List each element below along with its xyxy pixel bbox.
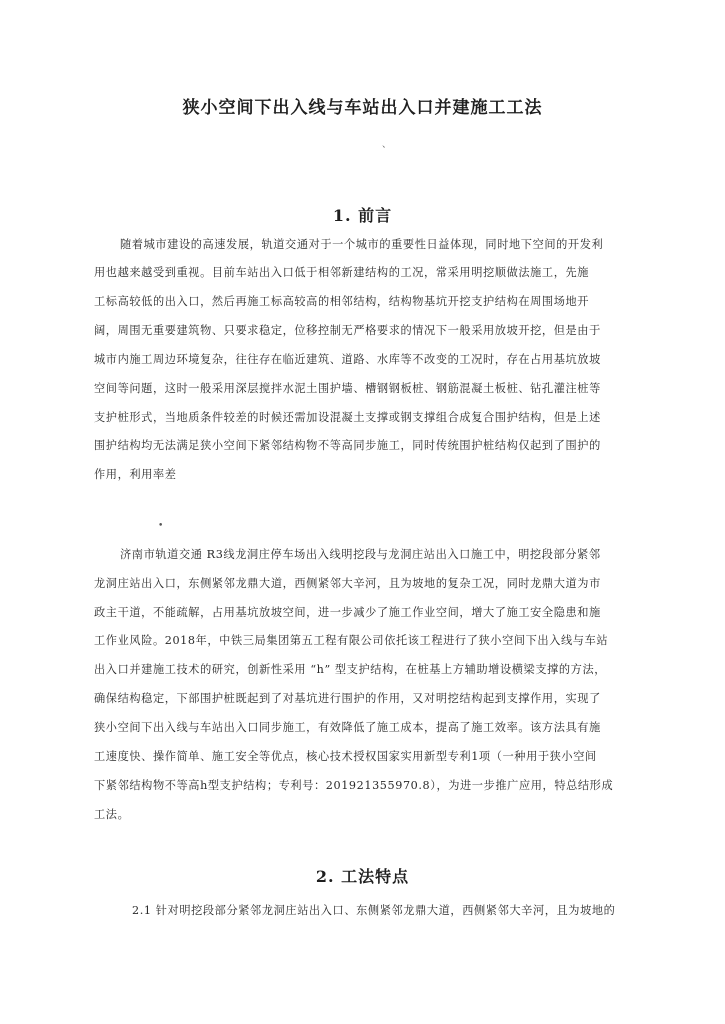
paragraph-line: 2.1 针对明挖段部分紧邻龙洞庄站出入口、东侧紧邻龙鼎大道，西侧紧邻大辛河，且为坡地的	[132, 904, 616, 917]
paragraph-line: 狭小空间下出入线与车站出入口同步施工，有效降低了施工成本，提高了施工效率。该方法具有施	[94, 721, 601, 734]
paragraph-line: 政主干道，不能疏解，占用基坑放坡空间，进一步减少了施工作业空间，增大了施工安全隐患和施	[94, 606, 601, 619]
paragraph-line: 支护桩形式，当地质条件较差的时候还需加设混凝土支撑或钢支撑组合成复合围护结构，但是上述	[94, 411, 601, 424]
document-title: 狭小空间下出入线与车站出入口并建施工工法	[182, 98, 543, 118]
paragraph-line: 工法。	[94, 808, 130, 821]
scan-speck: 、	[382, 140, 392, 150]
paragraph-line: 阔，周围无重要建筑物、只要求稳定，位移控制无严格要求的情况下一般采用放坡开挖，但是由于	[94, 324, 601, 337]
paragraph-line: 工作业风险。2018年，中铁三局集团第五工程有限公司依托该工程进行了狭小空间下出入线与车站	[94, 634, 609, 647]
paragraph-line: 工标高较低的出入口，然后再施工标高较高的相邻结构，结构物基坑开挖支护结构在周围场地开	[94, 295, 590, 308]
paragraph-line: 随着城市建设的高速发展，轨道交通对于一个城市的重要性日益体现，同时地下空间的开发利	[120, 238, 604, 251]
paragraph-line: 围护结构均无法满足狭小空间下紧邻结构物不等高同步施工，同时传统围护桩结构仅起到了围护的	[94, 439, 601, 452]
paragraph-line: 空间等问题，这时一般采用深层搅拌水泥土围护墙、槽钢钢板桩、钢筋混凝土板桩、钻孔灌注桩等	[94, 382, 601, 395]
paragraph-line: 龙洞庄站出入口，东侧紧邻龙鼎大道，西侧紧邻大辛河，且为坡地的复杂工况，同时龙鼎大道为市	[94, 577, 601, 590]
scan-speck: •	[158, 521, 164, 531]
paragraph-line: 城市内施工周边环境复杂，往往存在临近建筑、道路、水库等不改变的工况时，存在占用基坑放坡	[94, 353, 601, 366]
section-heading-features: 2. 工法特点	[315, 867, 410, 886]
paragraph-line: 用也越来越受到重视。目前车站出入口低于相邻新建结构的工况，常采用明挖顺做法施工，先施	[94, 266, 590, 279]
paragraph-line: 济南市轨道交通 R3线龙洞庄停车场出入线明挖段与龙洞庄站出入口施工中，明挖段部分紧邻	[120, 548, 601, 561]
paragraph-line: 确保结构稳定，下部围护桩既起到了对基坑进行围护的作用，又对明挖结构起到支撑作用，实现了	[94, 692, 601, 705]
paragraph-line: 出入口并建施工技术的研究，创新性采用 “h” 型支护结构，在桩基上方辅助增设横梁支撑的方法，	[94, 663, 607, 676]
section-heading-preface: 1. 前言	[332, 206, 393, 225]
paragraph-line: 工速度快、操作简单、施工安全等优点，核心技术授权国家实用新型专利1项（一种用于狭小空间	[94, 750, 597, 763]
paragraph-line: 作用，利用率差	[94, 468, 177, 481]
paragraph-line: 下紧邻结构物不等高h型支护结构；专利号：201921355970.8），为进一步推广应用，特总结形成	[94, 779, 614, 792]
